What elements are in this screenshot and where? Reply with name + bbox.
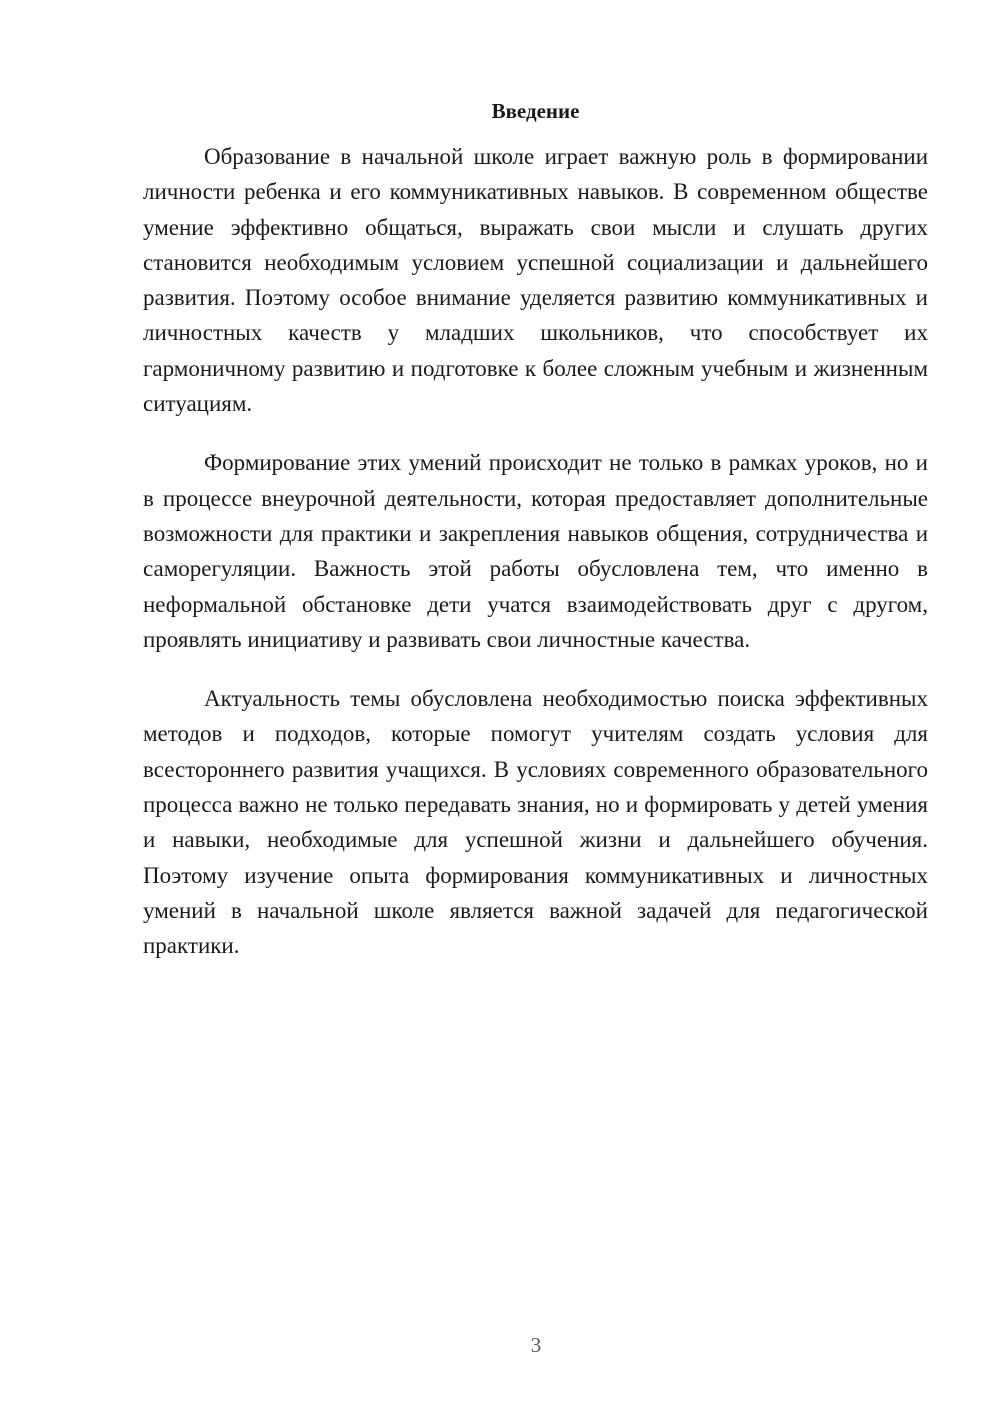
paragraph-2: Формирование этих умений происходит не только в рамках уроков, но и в процессе внеурочной деятельности, которая предоставляет дополнительные возможности для практики и закрепления навыков общения, сотрудничества и саморегуляции. Важность этой работы обусловлена тем, что именно в неформальной обстановке дети учатся взаимодействовать друг с другом, проявлять инициативу и развивать свои личностные качества. <box>143 450 928 652</box>
paragraph-3: Актуальность темы обусловлена необходимостью поиска эффективных методов и подходов, которые помогут учителям создать условия для всестороннего развития учащихся. В условиях современного образовательного процесса важно не только передавать знания, но и формировать у детей умения и навыки, необходимые для успешной жизни и дальнейшего обучения. Поэтому изучение опыта формирования коммуникативных и личностных умений в начальной школе является важной задачей для педагогической практики. <box>143 686 928 959</box>
paragraph-1: Образование в начальной школе играет важную роль в формировании личности ребенка и его коммуникативных навыков. В современном обществе умение эффективно общаться, выражать свои мысли и слушать других становится необходимым условием успешной социализации и дальнейшего развития. Поэтому особое внимание уделяется развитию коммуникативных и личностных качеств у младших школьников, что способствует их гармоничному развитию и подготовке к более сложным учебным и жизненным ситуациям. <box>143 144 928 417</box>
page-title: Введение <box>491 99 580 123</box>
page-number: 3 <box>530 1333 542 1357</box>
page-content <box>143 97 928 988</box>
